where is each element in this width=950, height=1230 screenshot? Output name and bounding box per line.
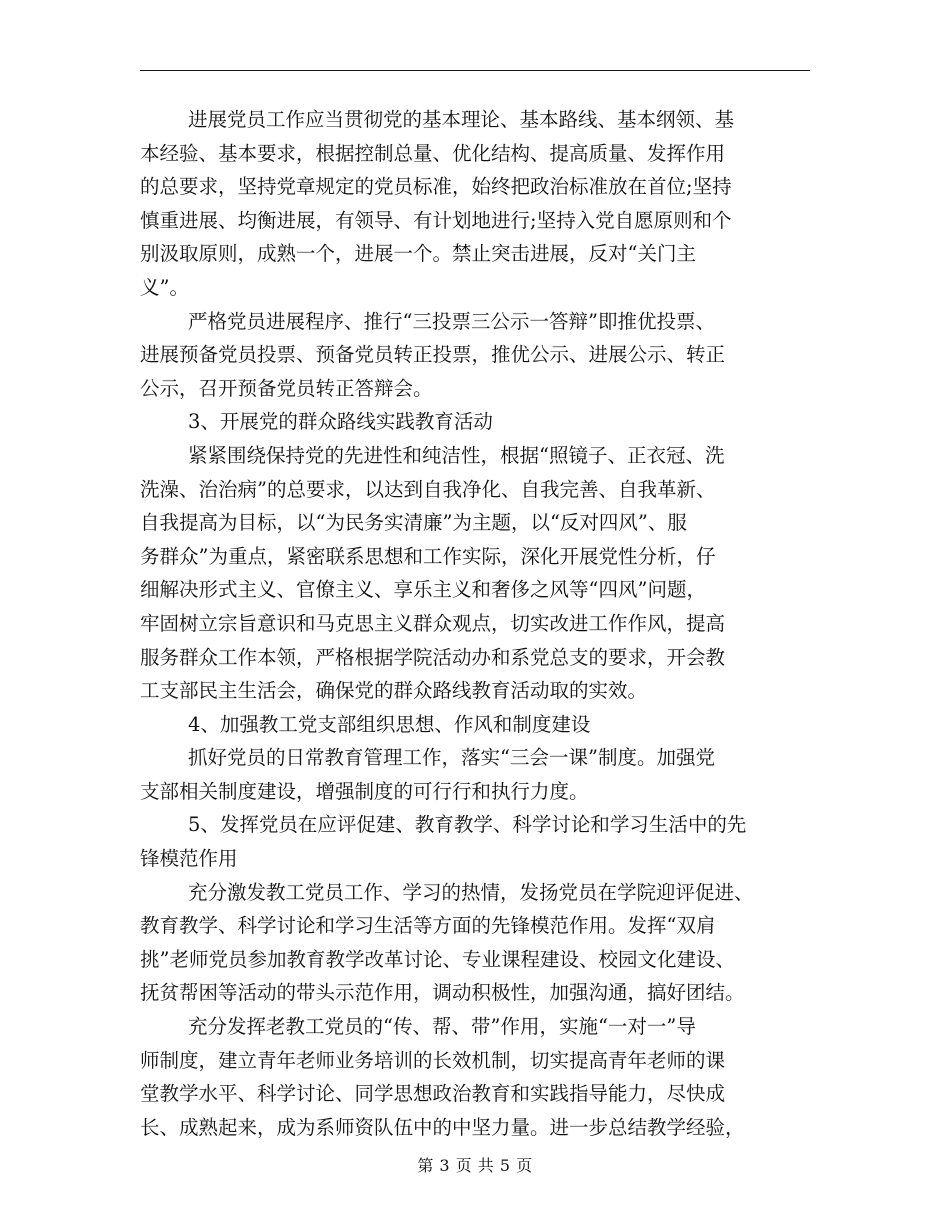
text-line: 进展党员工作应当贯彻党的基本理论、基本路线、基本纲领、基: [188, 108, 735, 131]
section-heading: 4、加强教工党支部组织思想、作风和制度建设: [188, 712, 591, 736]
text-line: 抚贫帮困等活动的带头示范作用，调动积极性，加强沟通，搞好团结。: [140, 981, 745, 1005]
text-line: 的总要求，坚持党章规定的党员标准，始终把政治标准放在首位;坚持: [140, 175, 732, 199]
text-line: 挑”老师党员参加教育教学改革讨论、专业课程建设、校园文化建设、: [140, 947, 735, 971]
text-line: 本经验、基本要求，根据控制总量、优化结构、提高质量、发挥作用: [140, 141, 726, 165]
text-line: 堂教学水平、科学讨论、同学思想政治教育和实践指导能力，尽快成: [140, 1082, 726, 1106]
text-line: 支部相关制度建设，增强制度的可行行和执行力度。: [140, 779, 589, 803]
text-line: 长、成熟起来，成为系师资队伍中的中坚力量。进一步总结教学经验，: [140, 1115, 745, 1139]
text-line: 务群众”为重点，紧密联系思想和工作实际，深化开展党性分析，仔: [140, 544, 716, 568]
page-number-footer: 第 3 页 共 5 页: [417, 1156, 533, 1175]
text-line: 慎重进展、均衡进展，有领导、有计划地进行;坚持入党自愿原则和个: [140, 208, 732, 232]
section-heading: 锋模范作用: [140, 847, 238, 871]
text-line: 师制度，建立青年老师业务培训的长效机制，切实提高青年老师的课: [140, 1048, 726, 1072]
text-line: 自我提高为目标，以“为民务实清廉”为主题，以“反对四风”、服: [140, 511, 687, 535]
text-line: 充分发挥老教工党员的“传、帮、带”作用，实施“一对一”导: [188, 1015, 696, 1039]
text-line: 严格党员进展程序、推行“三投票三公示一答辩”即推优投票、: [188, 309, 715, 333]
text-line: 充分激发教工党员工作、学习的热情，发扬党员在学院迎评促进、: [188, 880, 754, 904]
text-line: 服务群众工作本领，严格根据学院活动办和系党总支的要求，开会教: [140, 645, 726, 669]
text-line: 牢固树立宗旨意识和马克思主义群众观点，切实改进工作作风，提高: [140, 611, 726, 635]
body-text: [140, 103, 812, 1144]
section-heading: 3、开展党的群众路线实践教育活动: [188, 410, 493, 434]
section-heading: 5、发挥党员在应评促建、教育教学、科学讨论和学习生活中的先: [188, 813, 747, 837]
text-line: 教育教学、科学讨论和学习生活等方面的先锋模范作用。发挥“双肩: [140, 914, 716, 938]
text-line: 工支部民主生活会，确保党的群众路线教育活动取的实效。: [140, 679, 648, 703]
text-line: 义”。: [140, 275, 189, 299]
text-line: 进展预备党员投票、预备党员转正投票，推优公示、进展公示、转正: [140, 343, 726, 367]
text-line: 洗澡、治治病”的总要求，以达到自我净化、自我完善、自我革新、: [140, 477, 716, 501]
text-line: 别汲取原则，成熟一个，进展一个。禁止突击进展，反对“关门主: [140, 242, 696, 266]
text-line: 公示，召开预备党员转正答辩会。: [140, 376, 433, 400]
text-line: 抓好党员的日常教育管理工作，落实“三会一课”制度。加强党: [188, 746, 715, 770]
text-line: 细解决形式主义、官僚主义、享乐主义和奢侈之风等“四风”问题，: [140, 578, 706, 602]
header-rule: [140, 70, 810, 71]
text-line: 紧紧围绕保持党的先进性和纯洁性，根据“照镜子、正衣冠、洗: [188, 443, 725, 467]
